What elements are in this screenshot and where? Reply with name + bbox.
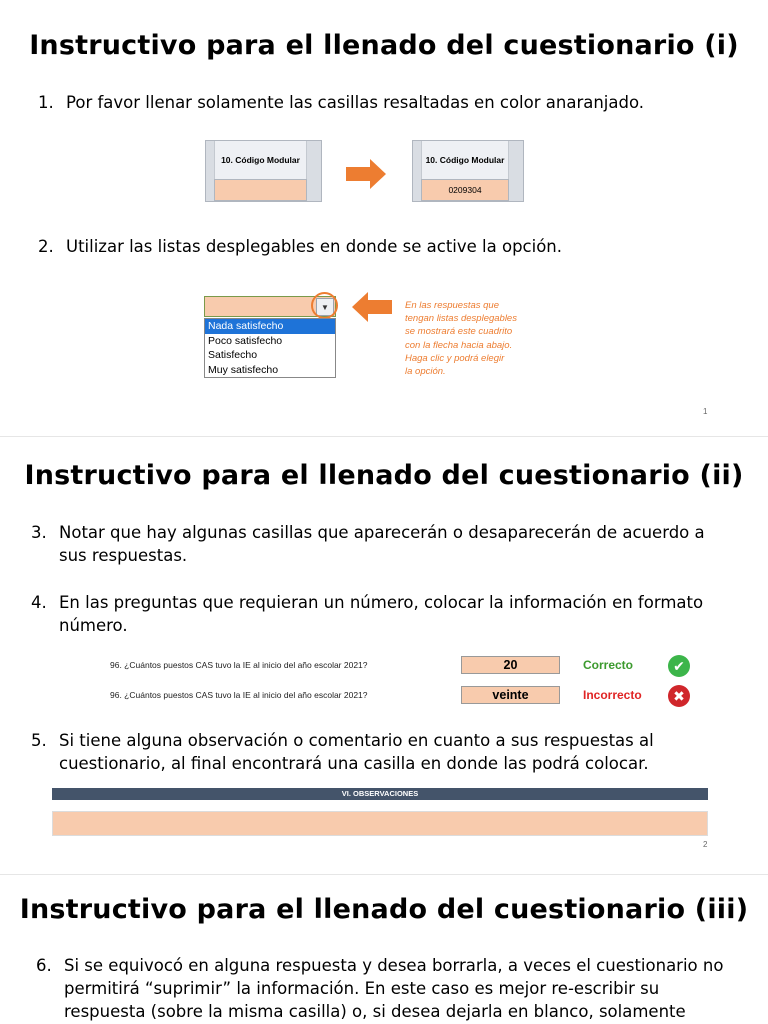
dropdown-option: Poco satisfecho: [208, 334, 283, 347]
dropdown-note-line: En las respuestas que: [405, 300, 500, 311]
instruction-1: [38, 91, 738, 114]
instruction-3-number: 3.: [31, 523, 47, 542]
observations-cell: [52, 811, 708, 836]
dropdown-note-line: con la flecha hacia abajo.: [405, 339, 513, 351]
slide-3: [0, 878, 768, 1024]
dropdown-option: Nada satisfecho: [205, 319, 335, 334]
dropdown-note-line: se mostrará este cuadrito: [405, 326, 513, 338]
instruction-1-text: Por favor llenar solamente las casillas resaltadas en color anaranjado.: [66, 93, 645, 112]
dropdown-note-line: la opción.: [405, 366, 446, 378]
dropdown-option: Satisfecho: [208, 349, 258, 361]
example-question: 96. ¿Cuántos puestos CAS tuvo la IE al inicio del año escolar 2021?: [110, 660, 368, 670]
codigo-modular-header: 10. Código Modular: [214, 141, 307, 179]
slide-2: [0, 440, 768, 860]
slide-2-title: Instructivo para el llenado del cuestionario (ii): [24, 460, 744, 491]
instruction-1-number: 1.: [38, 93, 54, 112]
example-answer-cell: veinte: [461, 686, 560, 704]
slide-3-title: Instructivo para el llenado del cuestionario (iii): [19, 894, 749, 925]
example-question: 96. ¿Cuántos puestos CAS tuvo la IE al inicio del año escolar 2021?: [110, 690, 368, 700]
codigo-modular-filled-cell: 0209304: [421, 179, 509, 201]
codigo-modular-filled-example: [412, 140, 524, 202]
instruction-4-text: En las preguntas que requieran un número, colocar la información en formato número.: [59, 593, 704, 635]
slide-separator: [0, 436, 768, 437]
instruction-6-number: 6.: [36, 956, 52, 975]
dropdown-note-line: Haga clic y podrá elegir: [405, 352, 505, 364]
instruction-2-text: Utilizar las listas desplegables en donde se active la opción.: [66, 237, 562, 256]
slide-1-title: Instructivo para el llenado del cuestionario (i): [29, 30, 739, 61]
slide-1: [0, 0, 768, 430]
page-number: 1: [703, 407, 708, 416]
instruction-2-number: 2.: [38, 237, 54, 256]
instruction-3: [31, 521, 731, 567]
cross-icon: ✖: [668, 685, 690, 707]
instruction-5-number: 5.: [31, 731, 47, 750]
status-incorrect: Incorrecto: [583, 688, 642, 702]
dropdown-note: [405, 299, 565, 378]
instruction-4-number: 4.: [31, 593, 47, 612]
dropdown-option: Muy satisfecho: [208, 363, 279, 376]
slide-separator: [0, 874, 768, 875]
instruction-2: [38, 235, 738, 258]
highlight-circle: [311, 292, 338, 319]
arrow-right-icon: [346, 159, 386, 189]
status-correct: Correcto: [583, 658, 634, 672]
instruction-3-text: Notar que hay algunas casillas que aparecerán o desaparecerán de acuerdo a sus respuestas.: [59, 523, 705, 565]
instruction-5: [31, 729, 731, 775]
chevron-down-icon: ▼: [321, 302, 329, 312]
instruction-5-text: Si tiene alguna observación o comentario en cuanto a sus respuestas al cuestionario, al final encontrará una casilla en donde las podrá colocar.: [59, 731, 654, 773]
page-number: 2: [703, 840, 708, 849]
check-icon: ✔: [668, 655, 690, 677]
instruction-6-text: Si se equivocó en alguna respuesta y desea borrarla, a veces el cuestionario no permitirá “suprimir” la información. En este caso es mejor re-escribir su respuesta (sobre la misma casilla) o, si desea dejarla en blanco, solamente: [64, 956, 724, 1021]
codigo-modular-empty-example: [205, 140, 322, 202]
codigo-modular-empty-cell: [214, 179, 307, 201]
example-row-incorrect: [0, 685, 768, 707]
dropdown-note-line: tengan listas desplegables: [405, 313, 517, 325]
arrow-left-icon: [352, 292, 392, 322]
dropdown-options-list: [204, 318, 336, 378]
observations-header: VI. OBSERVACIONES: [52, 788, 708, 800]
codigo-modular-header-filled: 10. Código Modular: [421, 141, 509, 179]
instruction-6: [36, 954, 726, 1023]
instruction-4: [31, 591, 731, 637]
example-row-correct: [0, 655, 768, 677]
example-answer-cell: 20: [461, 656, 560, 674]
